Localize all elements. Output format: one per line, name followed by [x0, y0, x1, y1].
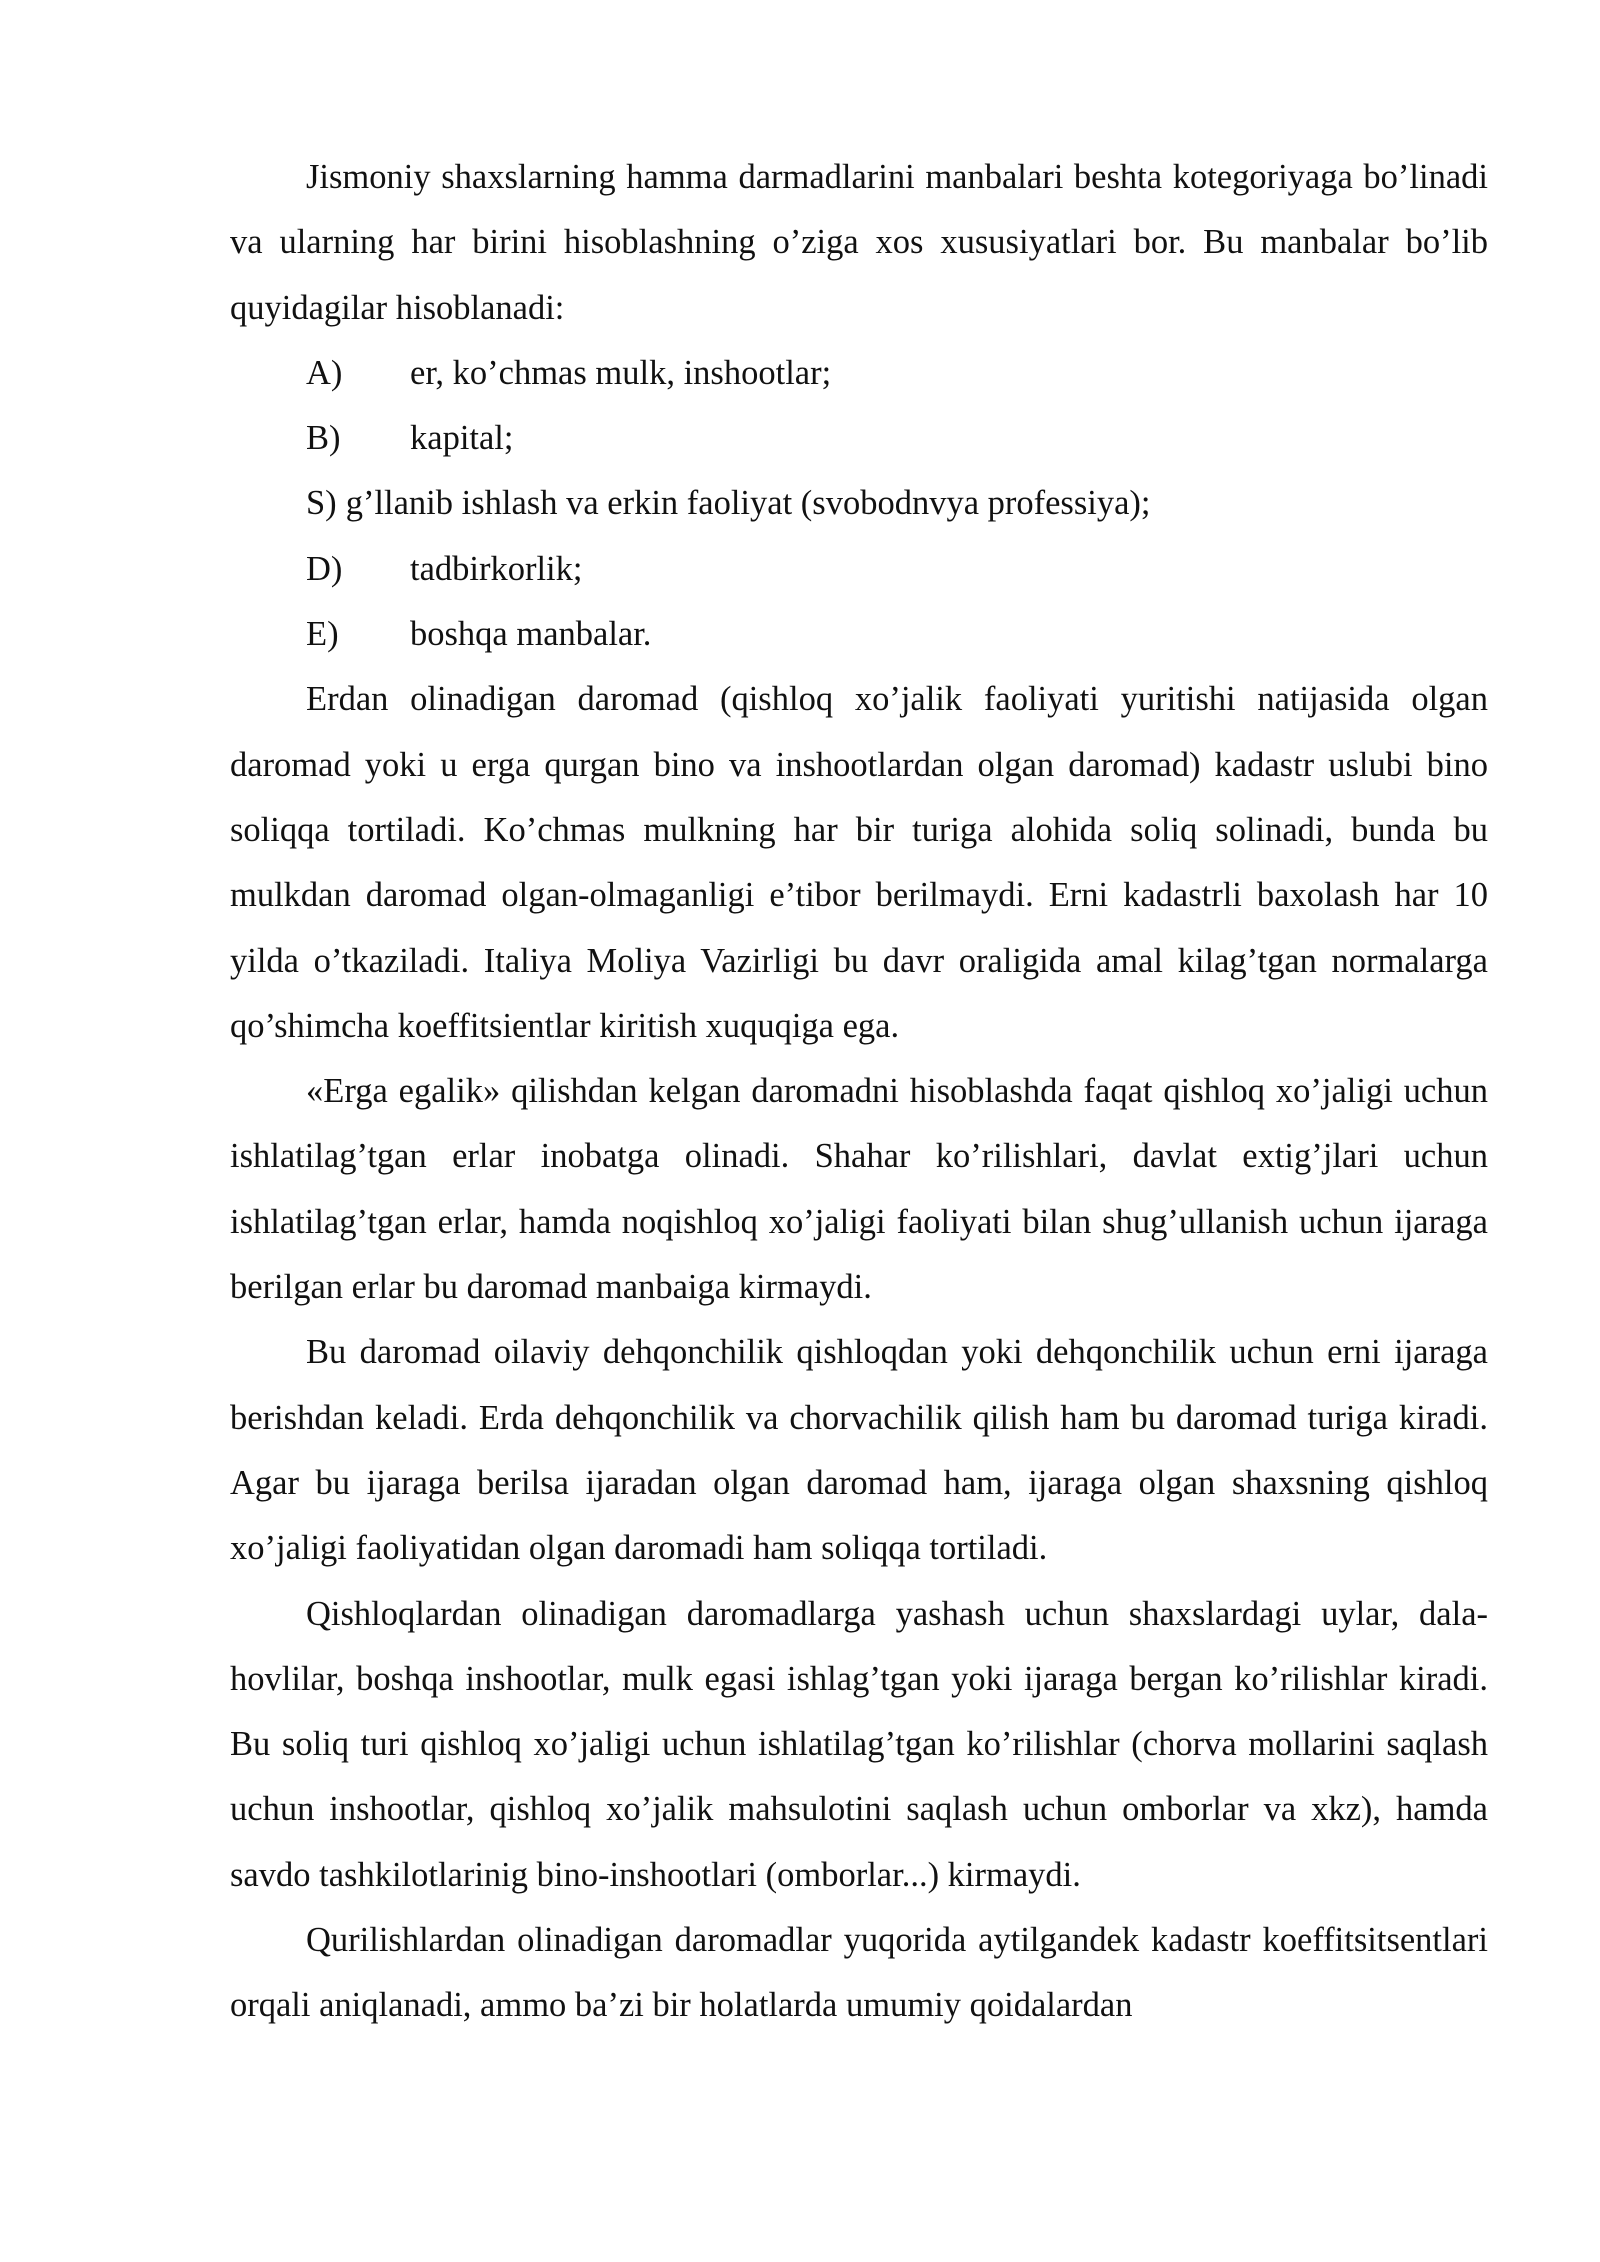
list-item-text: tadbirkorlik;: [410, 549, 583, 588]
list-marker: D): [306, 549, 343, 588]
list-marker: A): [306, 353, 343, 392]
paragraph-building-income: Qurilishlardan olinadigan daromadlar yuqorida aytilgandek kadastr koeffitsitsentlari orqali aniqlanadi, ammo ba’zi bir holatlarda umumiy qoidalardan: [230, 1921, 1488, 2025]
list-item-text: kapital;: [410, 419, 514, 458]
list-marker: S): [306, 484, 337, 523]
list-item-text: boshqa manbalar.: [410, 615, 652, 654]
list-item: [230, 537, 1488, 602]
list-item: [230, 602, 1488, 667]
list-marker: E): [306, 615, 339, 654]
paragraph-rural-income: Qishloqlardan olinadigan daromadlarga yashash uchun shaxslardagi uylar, dala-hovlilar, boshqa inshootlar, mulk egasi ishlag’tgan yoki ijaraga bergan ko’rilishlar kiradi. Bu soliq turi qishloq xo’jaligi uchun ishlatilag’tgan ko’rilishlar (chorva mollarini saqlash uchun inshootlar, qishloq xo’jalik mahsulotini saqlash uchun omborlar va xkz), hamda savdo tashkilotlarinig bino-inshootlari (omborlar...) kirmaydi.: [230, 1594, 1488, 1894]
list-item: [230, 341, 1488, 406]
paragraph-farming-income: Bu daromad oilaviy dehqonchilik qishloqdan yoki dehqonchilik uchun erni ijaraga berishdan keladi. Erda dehqonchilik va chorvachilik qilish ham bu daromad turiga kiradi. Agar bu ijaraga berilsa ijaradan olgan daromad ham, ijaraga olgan shaxsning qishloq xo’jaligi faoliyatidan olgan daromadi ham soliqqa tortiladi.: [230, 1333, 1488, 1568]
paragraph-land-income: Erdan olinadigan daromad (qishloq xo’jalik faoliyati yuritishi natijasida olgan daromad yoki u erga qurgan bino va inshootlardan olgan daromad) kadastr uslubi bino soliqqa tortiladi. Ko’chmas mulkning har bir turiga alohida soliq solinadi, bunda bu mulkdan daromad olgan-olmaganligi e’tibor berilmaydi. Erni kadastrli baxolash har 10 yilda o’tkaziladi. Italiya Moliya Vazirligi bu davr oraligida amal kilag’tgan normalarga qo’shimcha koeffitsientlar kiritish xuquqiga ega.: [230, 680, 1488, 1045]
list-item: [230, 406, 1488, 471]
list-marker: B): [306, 419, 341, 458]
paragraph-land-ownership: «Erga egalik» qilishdan kelgan daromadni hisoblashda faqat qishloq xo’jaligi uchun ishlatilag’tgan erlar inobatga olinadi. Shahar ko’rilishlari, davlat extig’jlari uchun ishlatilag’tgan erlar, hamda noqishloq xo’jaligi faoliyati bilan shug’ullanish uchun ijaraga berilgan erlar bu daromad manbaiga kirmaydi.: [230, 1072, 1488, 1307]
paragraph-intro: Jismoniy shaxslarning hamma darmadlarini manbalari beshta kotegoriyaga bo’linadi va ularning har birini hisoblashning o’ziga xos xususiyatlari bor. Bu manbalar bo’lib quyidagilar hisoblanadi:: [230, 158, 1488, 327]
document-page: [230, 145, 1488, 2039]
list-item-text: g’llanib ishlash va erkin faoliyat (svobodnvya professiya);: [345, 484, 1151, 523]
list-item: [230, 471, 1488, 536]
list-item-text: er, ko’chmas mulk, inshootlar;: [410, 353, 832, 392]
income-sources-list: [230, 341, 1488, 667]
